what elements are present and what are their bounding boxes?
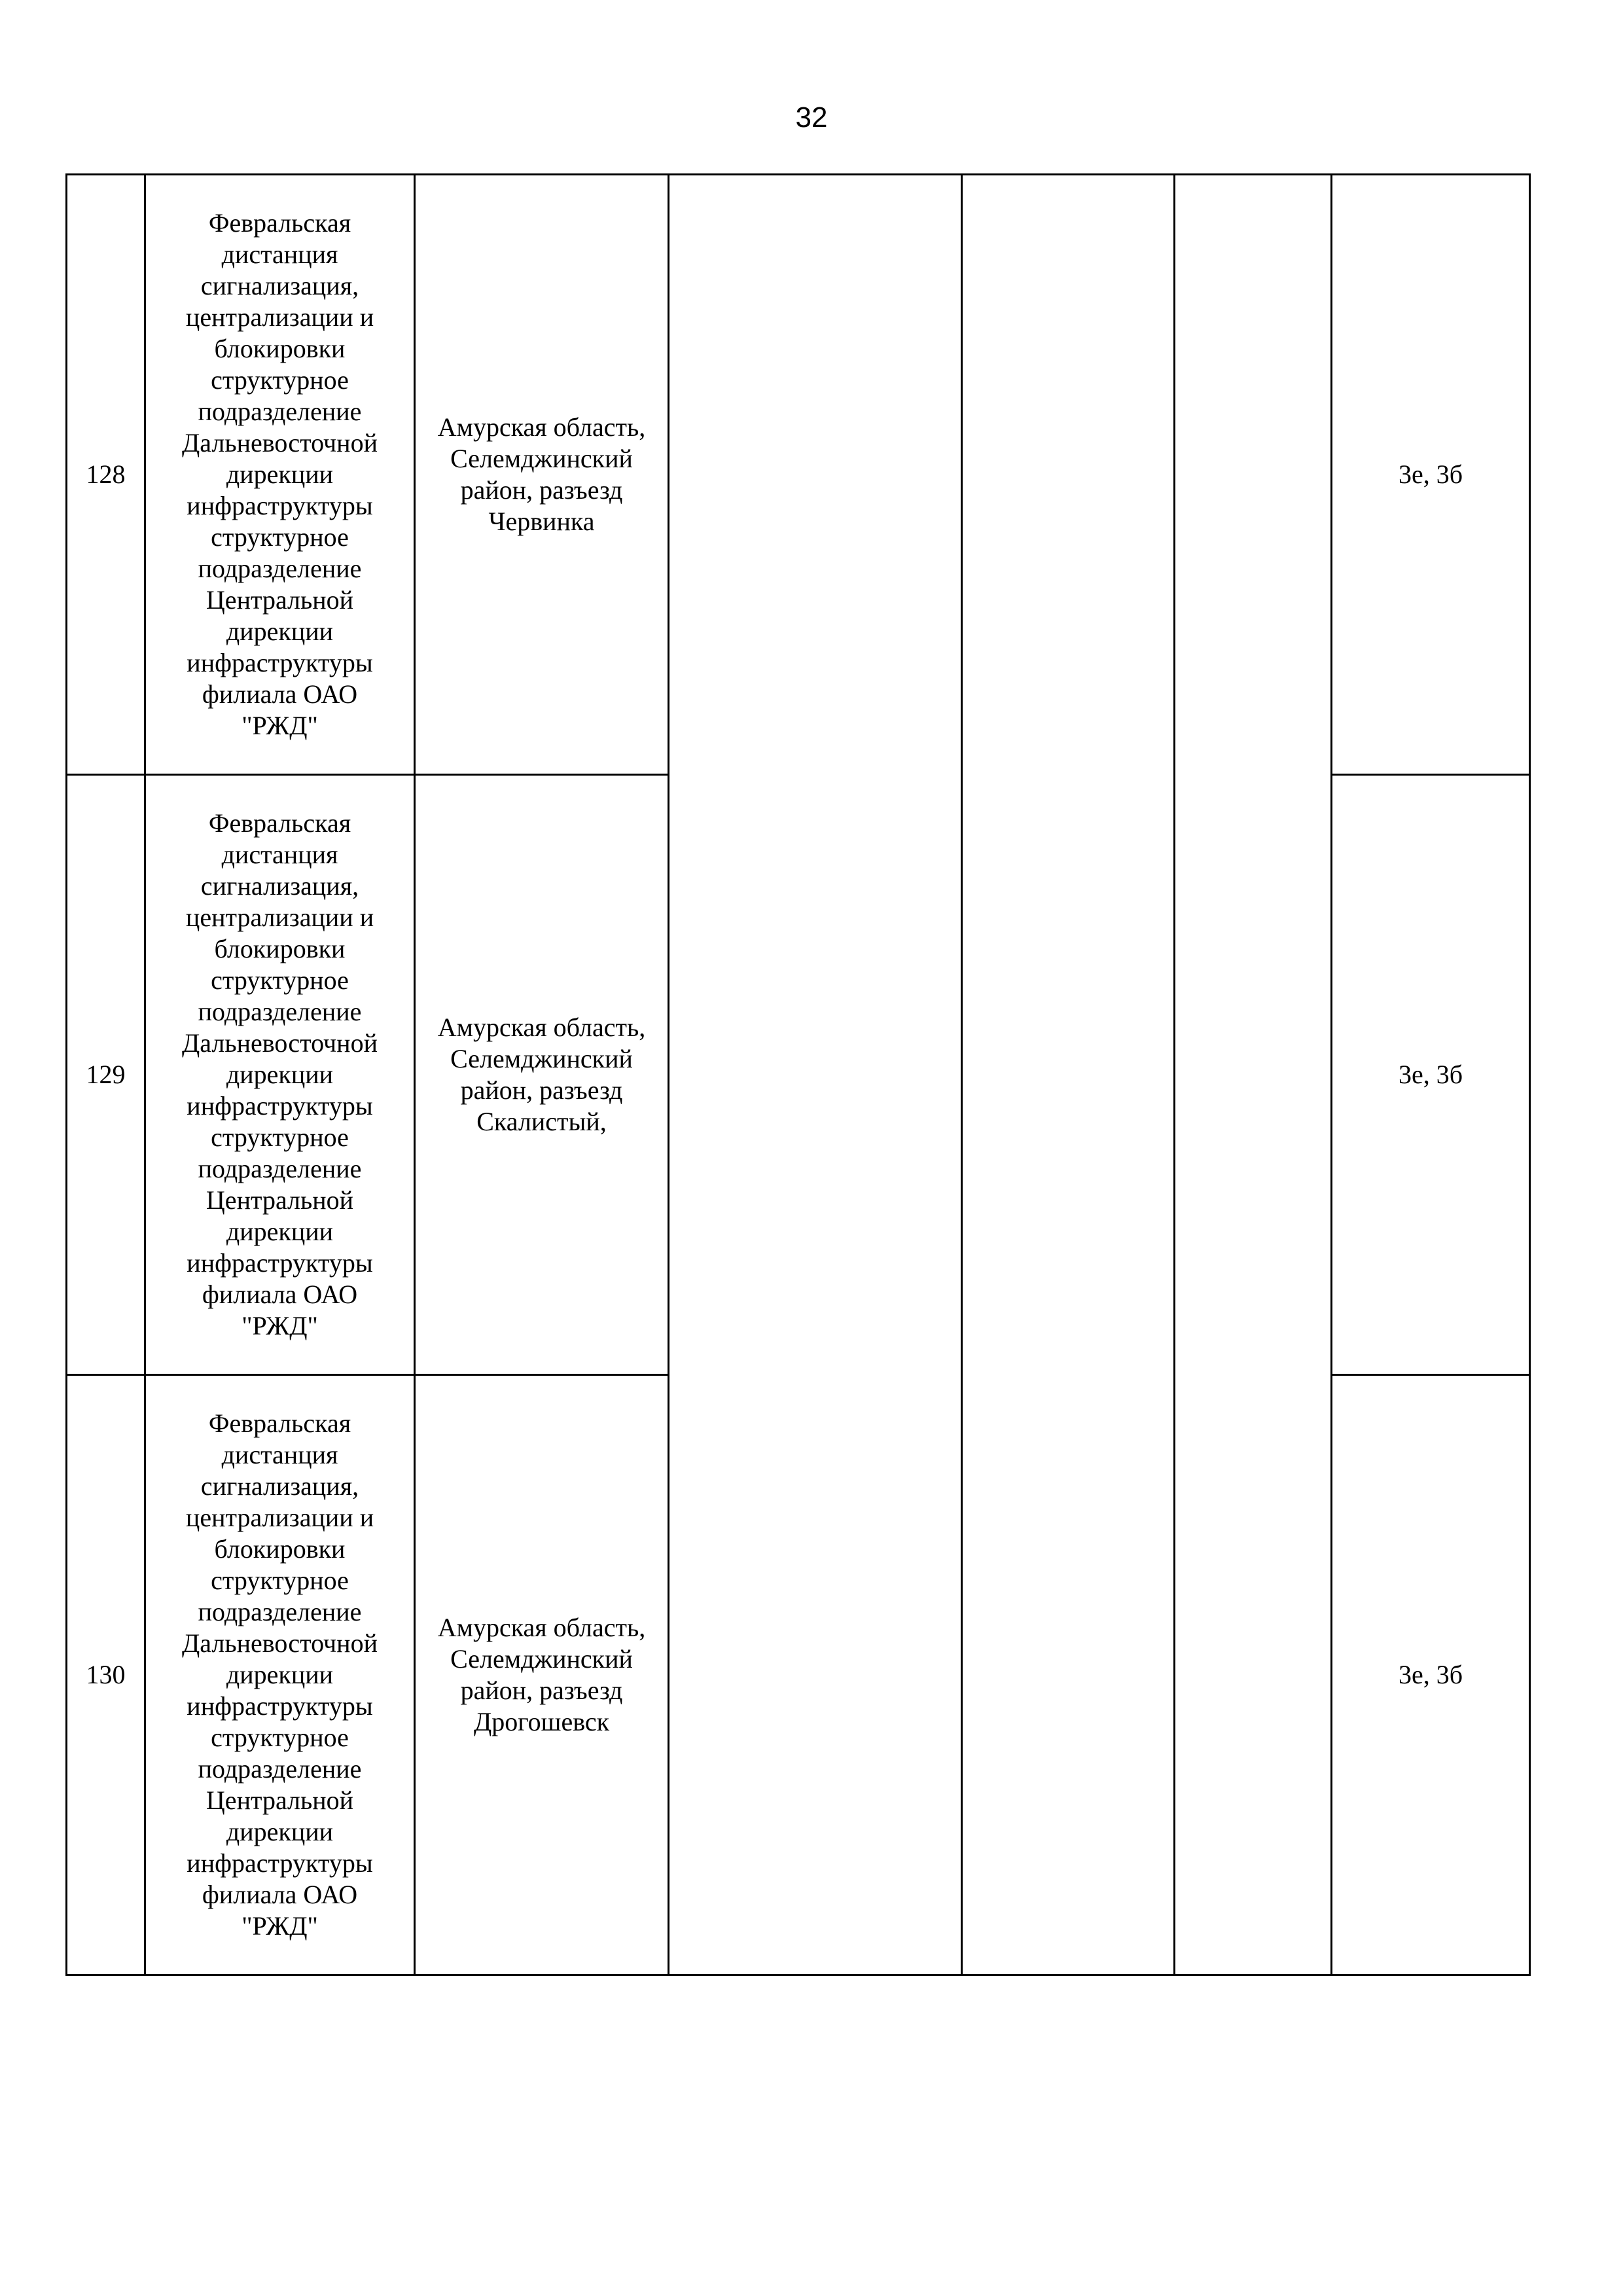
organization-cell: Февральская дистанция сигнализация, централизации и блокировки структурное подразделение Дальневосточной дирекции инфраструктуры структурное подразделение Центральной дирекции инфраструктуры филиала ОАО "РЖД" (145, 775, 415, 1375)
row-number-cell: 129 (67, 775, 145, 1375)
organization-cell: Февральская дистанция сигнализация, централизации и блокировки структурное подразделение Дальневосточной дирекции инфраструктуры структурное подразделение Центральной дирекции инфраструктуры филиала ОАО "РЖД" (145, 1375, 415, 1975)
row-number-cell: 130 (67, 1375, 145, 1975)
location-cell: Амурская область, Селемджинский район, разъезд Червинка (415, 175, 669, 775)
code-cell: 3е, 3б (1332, 1375, 1530, 1975)
code-cell: 3е, 3б (1332, 775, 1530, 1375)
document-table (65, 173, 1531, 1976)
organization-cell: Февральская дистанция сигнализация, централизации и блокировки структурное подразделение Дальневосточной дирекции инфраструктуры структурное подразделение Центральной дирекции инфраструктуры филиала ОАО "РЖД" (145, 175, 415, 775)
row-number-cell: 128 (67, 175, 145, 775)
merged-empty-cell (962, 175, 1175, 1975)
merged-empty-cell (669, 175, 962, 1975)
page-number: 32 (795, 101, 828, 134)
location-cell: Амурская область, Селемджинский район, разъезд Скалистый, (415, 775, 669, 1375)
merged-empty-cell (1175, 175, 1332, 1975)
code-cell: 3е, 3б (1332, 175, 1530, 775)
location-cell: Амурская область, Селемджинский район, разъезд Дрогошевск (415, 1375, 669, 1975)
table-row (67, 175, 1530, 775)
